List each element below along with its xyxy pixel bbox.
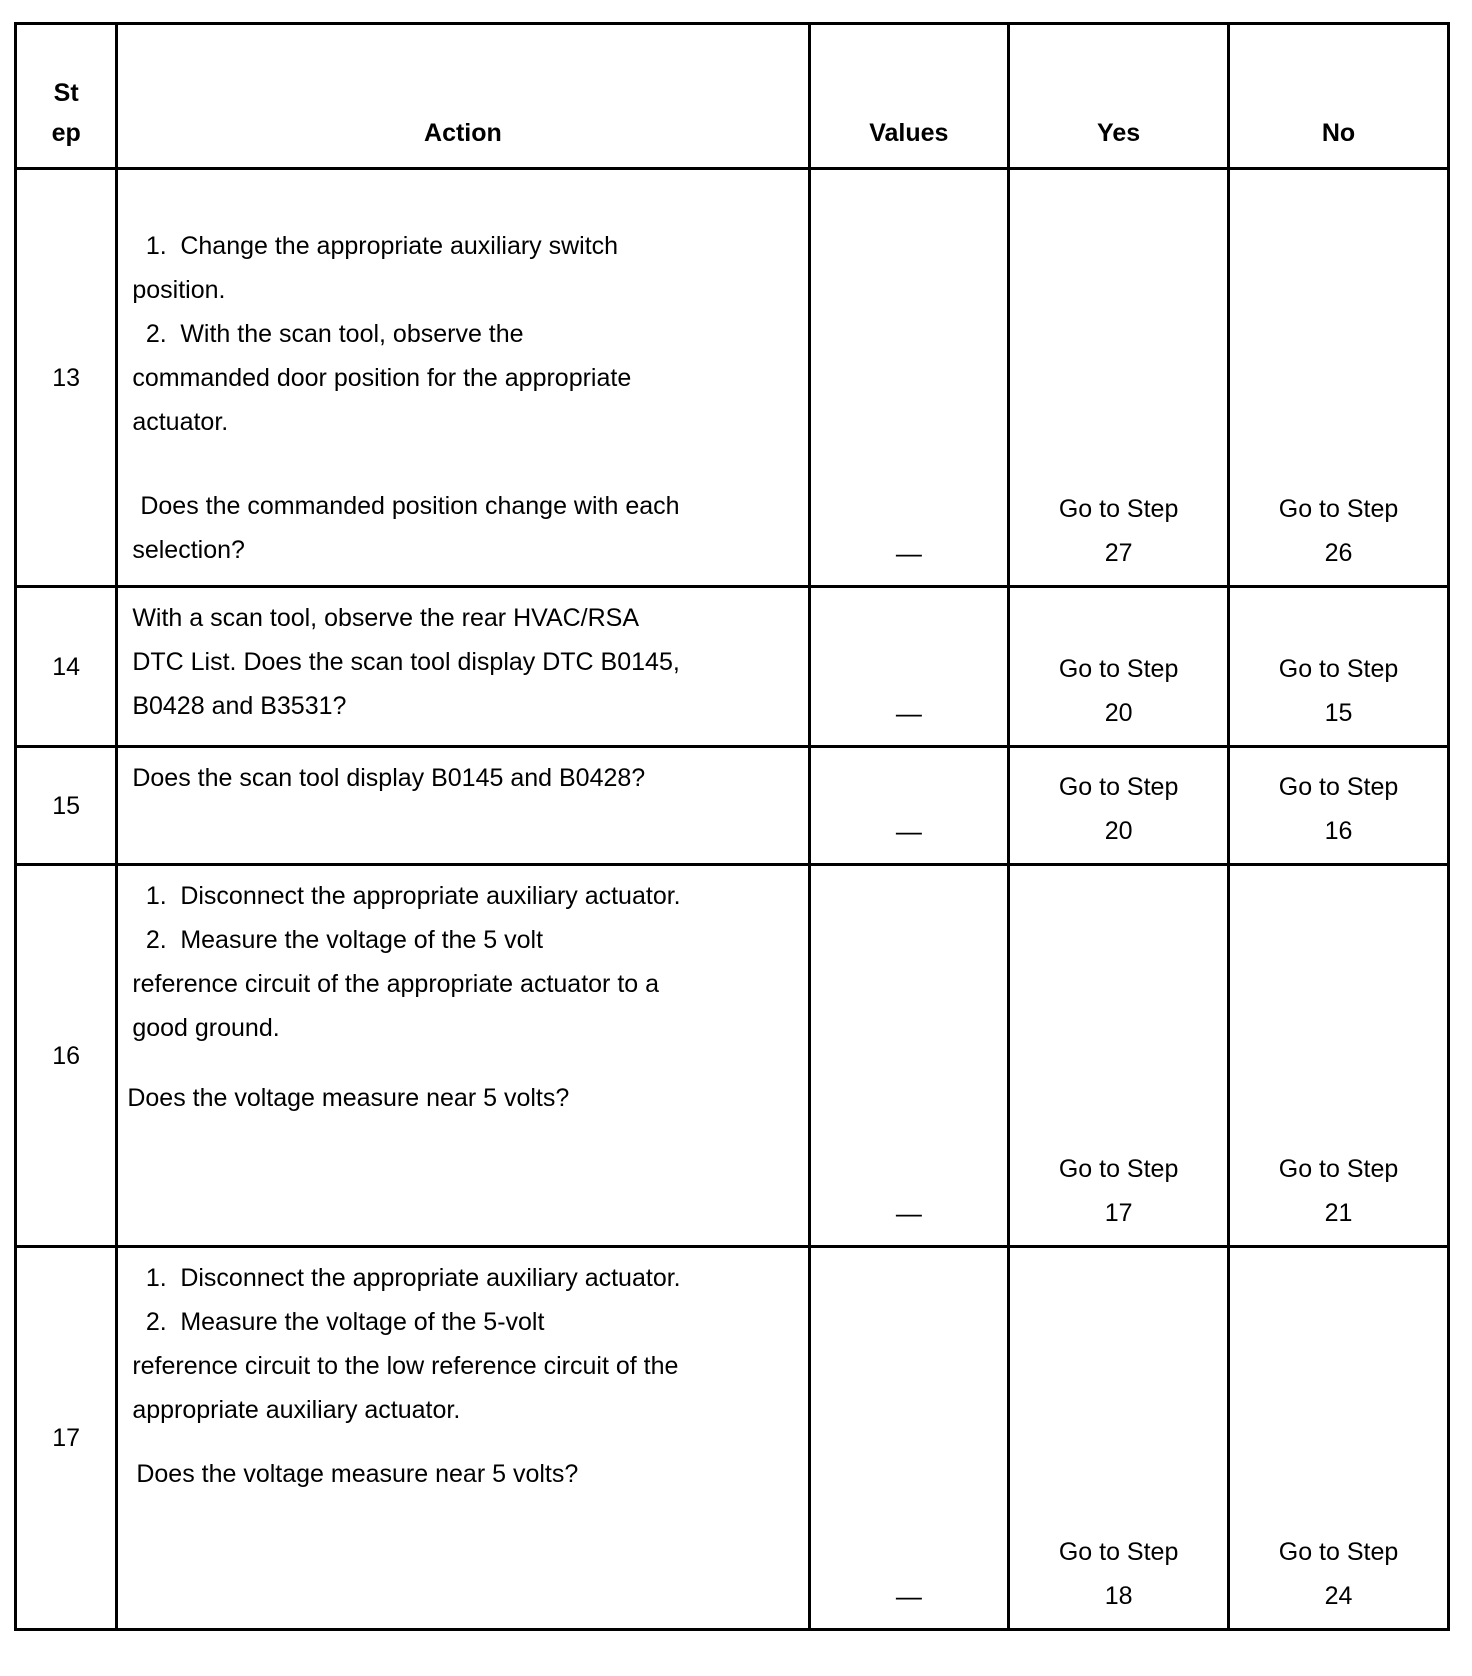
- action-cell: [117, 169, 809, 587]
- table-row: [16, 587, 1449, 747]
- yes-cell: Go to Step 20: [1009, 747, 1229, 865]
- list-item-continuation: position.: [132, 276, 226, 304]
- step-number: 17: [16, 1247, 117, 1630]
- table-row: [16, 865, 1449, 1247]
- list-item: 2. Measure the voltage of the 5 volt: [145, 926, 544, 954]
- values-cell: —: [809, 1247, 1009, 1630]
- step-number: 15: [16, 747, 117, 865]
- no-cell: Go to Step 24: [1229, 1247, 1449, 1630]
- list-item-continuation: actuator.: [132, 408, 229, 436]
- header-action: Action: [117, 24, 809, 169]
- list-item-continuation: reference circuit to the low reference circuit of the: [132, 1352, 679, 1380]
- table-row: [16, 169, 1449, 587]
- no-cell: Go to Step 15: [1229, 587, 1449, 747]
- list-item-continuation: commanded door position for the appropriate: [132, 364, 632, 392]
- yes-cell: Go to Step 27: [1009, 169, 1229, 587]
- no-cell: Go to Step 21: [1229, 865, 1449, 1247]
- step-number: 16: [16, 865, 117, 1247]
- values-cell: —: [809, 747, 1009, 865]
- question-text: Does the voltage measure near 5 volts?: [136, 1460, 579, 1488]
- values-cell: —: [809, 587, 1009, 747]
- list-item-continuation: appropriate auxiliary actuator.: [132, 1396, 461, 1424]
- header-row: [16, 24, 1449, 169]
- table-row: [16, 747, 1449, 865]
- action-text: Does the scan tool display B0145 and B0428?: [132, 764, 646, 792]
- step-number: 14: [16, 587, 117, 747]
- table-row: [16, 1247, 1449, 1630]
- action-text: With a scan tool, observe the rear HVAC/RSA: [132, 604, 640, 632]
- question-text: Does the voltage measure near 5 volts?: [127, 1084, 570, 1112]
- list-item-continuation: good ground.: [132, 1014, 280, 1042]
- action-cell: [117, 587, 809, 747]
- header-values: Values: [809, 24, 1009, 169]
- list-item: 2. With the scan tool, observe the: [145, 320, 524, 348]
- yes-cell: Go to Step 17: [1009, 865, 1229, 1247]
- header-no: No: [1229, 24, 1449, 169]
- question-text: Does the commanded position change with each: [140, 492, 680, 520]
- list-item: 1. Disconnect the appropriate auxiliary actuator.: [145, 882, 681, 910]
- action-cell: [117, 747, 809, 865]
- action-cell: [117, 1247, 809, 1630]
- diagnostic-table: [14, 22, 1450, 1631]
- header-step: St ep: [16, 24, 117, 169]
- list-item: 1. Change the appropriate auxiliary switch: [145, 232, 619, 260]
- yes-cell: Go to Step 18: [1009, 1247, 1229, 1630]
- step-number: 13: [16, 169, 117, 587]
- action-cell: [117, 865, 809, 1247]
- list-item: 2. Measure the voltage of the 5-volt: [145, 1308, 545, 1336]
- no-cell: Go to Step 16: [1229, 747, 1449, 865]
- header-yes: Yes: [1009, 24, 1229, 169]
- no-cell: Go to Step 26: [1229, 169, 1449, 587]
- list-item-continuation: reference circuit of the appropriate actuator to a: [132, 970, 660, 998]
- question-text: selection?: [132, 536, 245, 564]
- yes-cell: Go to Step 20: [1009, 587, 1229, 747]
- values-cell: —: [809, 865, 1009, 1247]
- list-item: 1. Disconnect the appropriate auxiliary actuator.: [145, 1264, 681, 1292]
- values-cell: —: [809, 169, 1009, 587]
- action-text: B0428 and B3531?: [132, 692, 347, 720]
- action-text: DTC List. Does the scan tool display DTC B0145,: [132, 648, 680, 676]
